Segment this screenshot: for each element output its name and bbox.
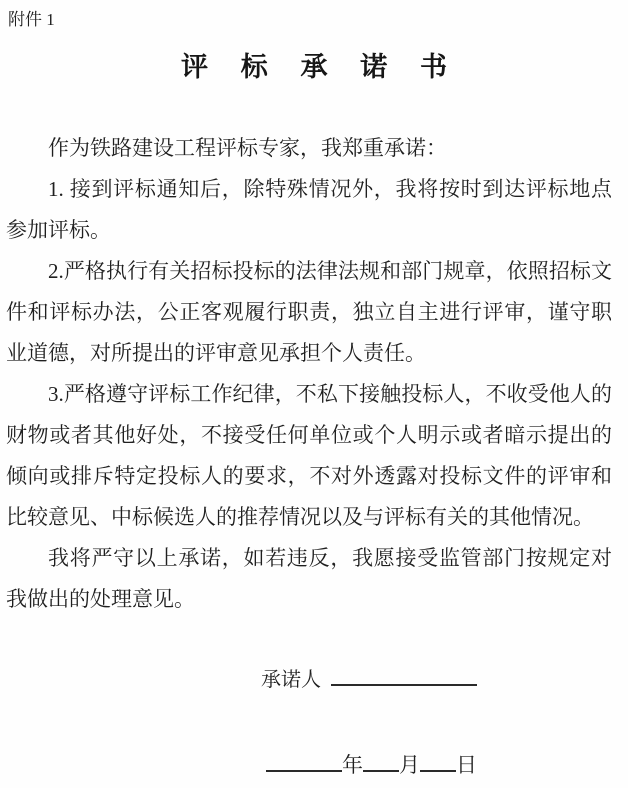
document-title: 评 标 承 诺 书	[181, 52, 460, 82]
commitment-item-2: 2.严格执行有关招标投标的法律法规和部门规章，依照招标文件和评标办法，公正客观履行职责，独立自主进行评审，谨守职业道德，对所提出的评审意见承担个人责任。	[6, 259, 612, 365]
month-label: 月	[399, 753, 420, 777]
commitment-item-3: 3.严格遵守评标工作纪律，不私下接触投标人，不收受他人的财物或者其他好处，不接受任何单位或个人明示或者暗示提出的倾向或排斥特定投标人的要求，不对外透露对投标文件的评审和比较意见、中标候选人的推荐情况以及与评标有关的其他情况。	[6, 382, 612, 529]
day-label: 日	[456, 753, 477, 777]
day-blank-line	[420, 752, 456, 772]
attachment-label: 附件 1	[8, 10, 55, 29]
signature-row	[0, 666, 628, 694]
date-row	[0, 751, 628, 779]
commitment-item-1: 1. 接到评标通知后，除特殊情况外，我将按时到达评标地点参加评标。	[6, 177, 612, 242]
year-blank-line	[266, 752, 342, 772]
closing-paragraph: 我将严守以上承诺，如若违反，我愿接受监管部门按规定对我做出的处理意见。	[6, 546, 612, 611]
promisor-signature-line	[331, 666, 477, 686]
year-label: 年	[342, 753, 363, 777]
month-blank-line	[363, 752, 399, 772]
intro-paragraph: 作为铁路建设工程评标专家，我郑重承诺：	[48, 136, 447, 160]
document-body	[0, 128, 628, 620]
promisor-label: 承诺人	[261, 669, 321, 691]
